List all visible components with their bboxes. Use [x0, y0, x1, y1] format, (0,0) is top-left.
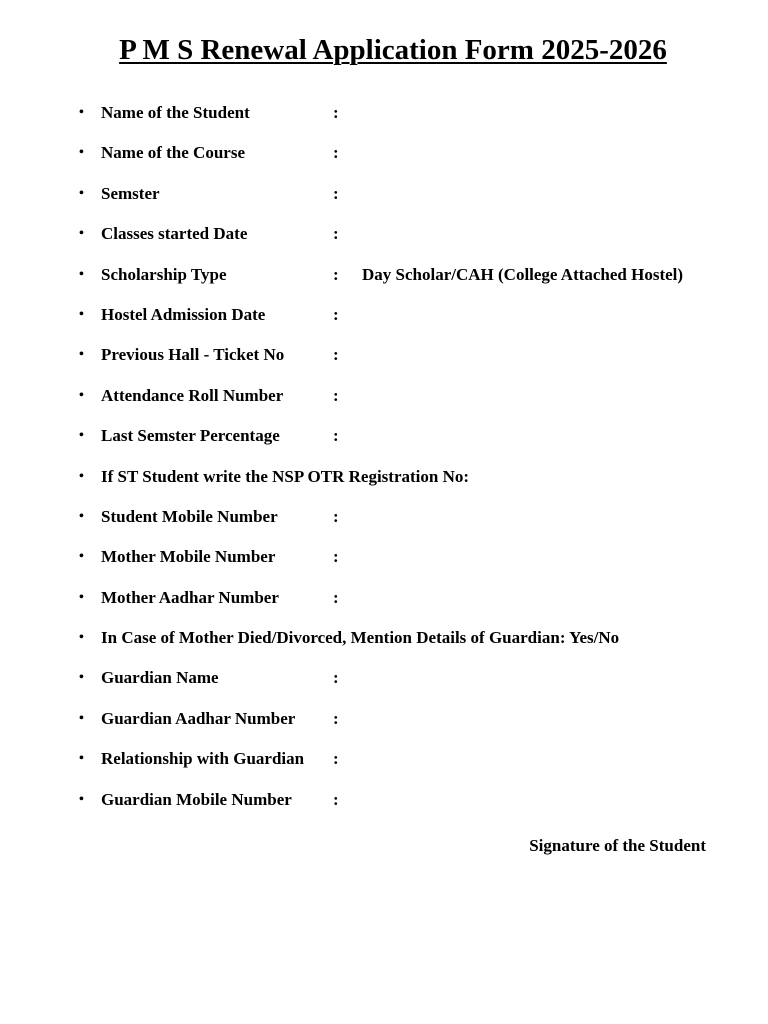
field-colon: :	[333, 789, 339, 809]
bullet-icon: •	[79, 105, 84, 120]
bullet-icon: •	[79, 428, 84, 444]
bullet-icon: •	[79, 751, 84, 767]
field-colon: :	[333, 224, 339, 244]
form-title: P M S Renewal Application Form 2025-2026	[119, 34, 667, 66]
field-label: In Case of Mother Died/Divorced, Mention Details of Guardian: Yes/No	[101, 628, 620, 648]
field-label: Name of the Student	[101, 103, 250, 122]
field-label: Hostel Admission Date	[101, 304, 266, 324]
bullet-icon: •	[79, 306, 84, 322]
field-label: Guardian Name	[101, 668, 219, 688]
field-colon: :	[333, 587, 339, 607]
bullet-icon: •	[79, 589, 84, 605]
bullet-icon: •	[79, 266, 84, 282]
field-label: Scholarship Type	[101, 264, 227, 284]
field-colon: :	[333, 304, 339, 324]
field-colon: :	[333, 143, 339, 163]
bullet-icon: •	[79, 710, 84, 726]
signature-label: Signature of the Student	[529, 836, 706, 855]
bullet-icon: •	[79, 387, 84, 403]
field-label: Mother Mobile Number	[101, 547, 276, 567]
field-label: Relationship with Guardian	[101, 749, 305, 769]
bullet-icon: •	[79, 630, 84, 646]
field-label: Classes started Date	[101, 224, 248, 244]
field-colon: :	[333, 749, 339, 769]
field-colon: :	[333, 547, 339, 567]
field-colon: :	[333, 103, 339, 122]
bullet-icon: •	[79, 549, 84, 565]
field-colon: :	[333, 708, 339, 728]
field-colon: :	[333, 385, 339, 405]
field-colon: :	[333, 345, 339, 365]
field-colon: :	[333, 264, 339, 284]
field-label: Name of the Course	[101, 143, 245, 163]
bullet-icon: •	[79, 468, 84, 484]
bullet-icon: •	[79, 508, 84, 524]
bullet-icon: •	[79, 791, 84, 807]
field-label: Semster	[101, 183, 160, 203]
field-label: Attendance Roll Number	[101, 385, 284, 405]
field-label: If ST Student write the NSP OTR Registration No:	[101, 466, 470, 486]
field-colon: :	[333, 426, 339, 446]
field-label: Guardian Aadhar Number	[101, 708, 296, 728]
field-value: Day Scholar/CAH (College Attached Hostel)	[362, 264, 684, 284]
bullet-icon: •	[79, 226, 84, 242]
field-label: Mother Aadhar Number	[101, 587, 279, 607]
field-label: Last Semster Percentage	[101, 426, 280, 446]
field-colon: :	[333, 183, 339, 203]
bullet-icon: •	[79, 347, 84, 363]
field-label: Guardian Mobile Number	[101, 789, 292, 809]
field-label: Previous Hall - Ticket No	[101, 345, 285, 365]
field-colon: :	[333, 506, 339, 526]
bullet-icon: •	[79, 145, 84, 161]
field-label: Student Mobile Number	[101, 506, 278, 526]
bullet-icon: •	[79, 670, 84, 686]
bullet-icon: •	[79, 185, 84, 201]
field-colon: :	[333, 668, 339, 688]
